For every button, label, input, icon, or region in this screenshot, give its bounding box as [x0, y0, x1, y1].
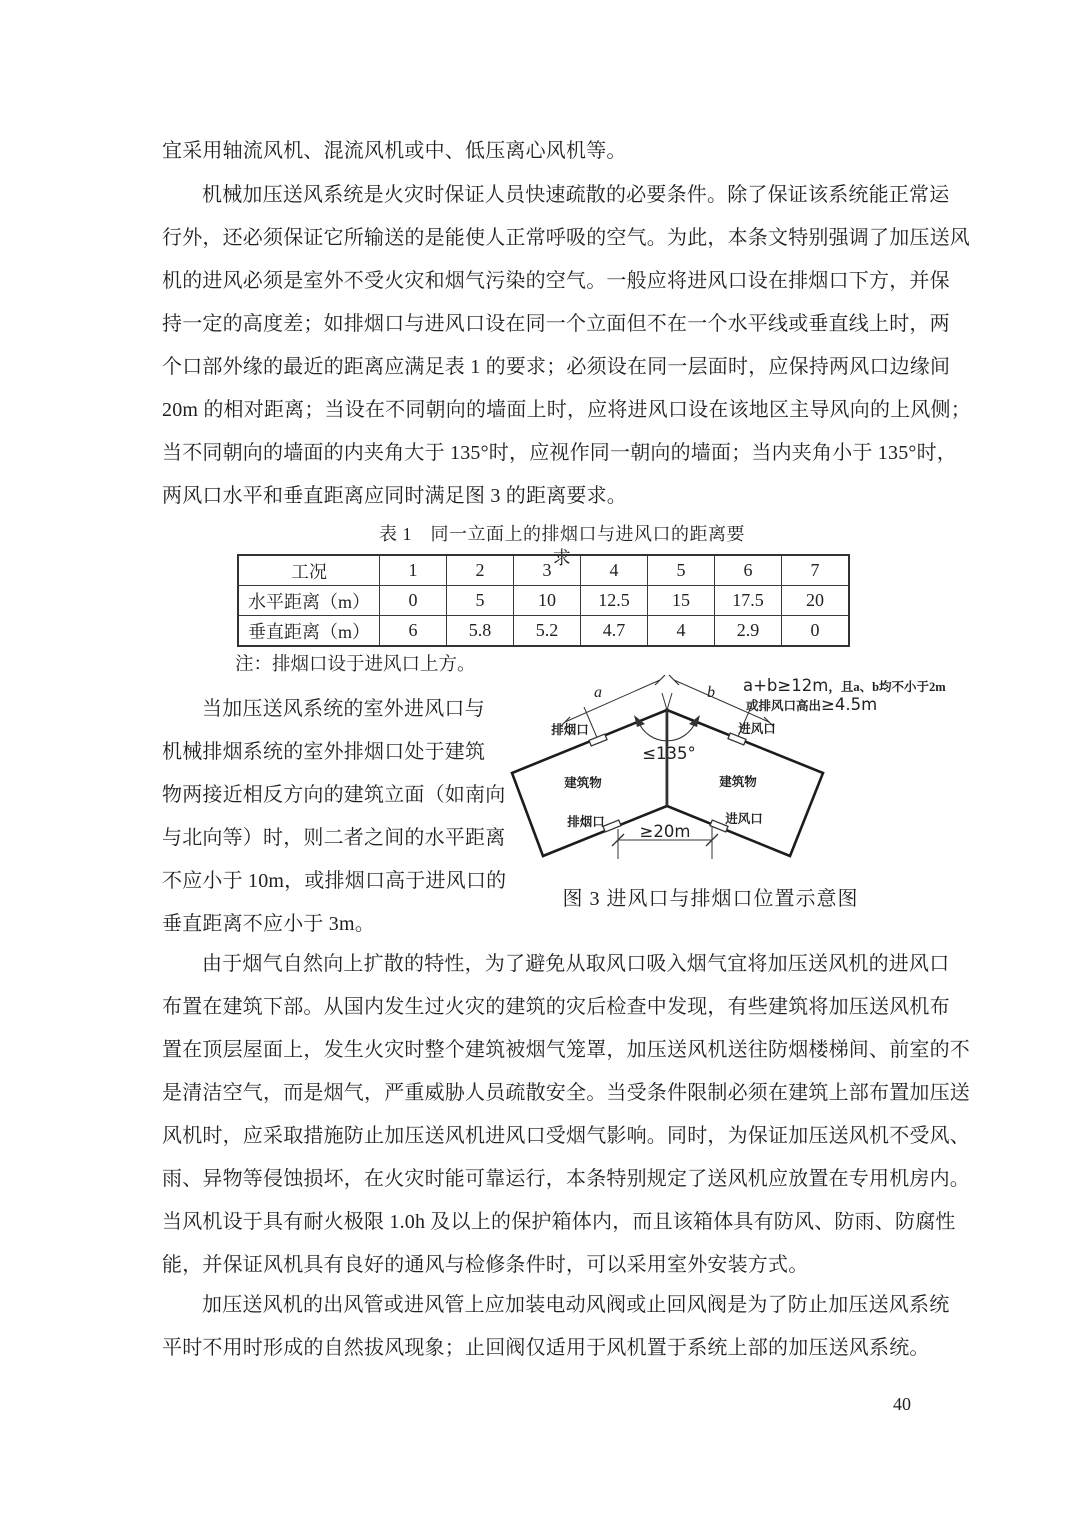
- dim-a-label: a: [594, 684, 602, 701]
- angle-limit-label: ≤135°: [642, 744, 696, 763]
- witness-line-apex: [667, 693, 672, 710]
- table-cell: 4: [581, 555, 648, 586]
- right-building-label: 建筑物: [719, 775, 757, 789]
- table-cell: 5: [447, 586, 514, 616]
- table-row: [238, 555, 849, 586]
- text-line: 个口部外缘的最近的距离应满足表 1 的要求；必须设在同一层面时，应保持两风口边缘间: [162, 356, 951, 378]
- text-line: 当加压送风系统的室外进风口与: [202, 698, 485, 720]
- table-cell: 12.5: [581, 586, 648, 616]
- paragraph-valves: [162, 1284, 950, 1370]
- table-cell: 15: [648, 586, 715, 616]
- text-line: 平时不用时形成的自然拔风现象；止回阀仅适用于风机置于系统上部的加压送风系统。: [162, 1337, 930, 1359]
- text-line: 持一定的高度差；如排烟口与进风口设在同一个立面但不在一个水平线或垂直线上时，两: [162, 313, 950, 335]
- figure-3-diagram: [505, 663, 965, 879]
- table-cell: 7: [782, 555, 850, 586]
- paragraph-outdoor-openings: [162, 688, 517, 946]
- paragraph-smoke-diffusion: [162, 943, 970, 1287]
- left-building-label: 建筑物: [564, 776, 602, 790]
- table-header-cell: 工况: [238, 555, 380, 586]
- table-cell: 3: [514, 555, 581, 586]
- upper-air-inlet-label: 进风口: [738, 722, 776, 736]
- table-cell: 0: [380, 586, 447, 616]
- paragraph-pressurized-air: [162, 174, 971, 518]
- dim-tick: [669, 675, 679, 685]
- witness-line-apex: [662, 693, 667, 710]
- dim-tick: [655, 675, 665, 685]
- text-line: 行外，还必须保证它所输送的是能使人正常呼吸的空气。为此，本条文特别强调了加压送风: [162, 227, 970, 249]
- table-cell: 1: [380, 555, 447, 586]
- paragraph-continuation: [162, 130, 627, 173]
- text-line: 宜采用轴流风机、混流风机或中、低压离心风机等。: [162, 140, 627, 162]
- lower-air-inlet-label: 进风口: [725, 812, 763, 826]
- text-line: 垂直距离不应小于 3m。: [162, 913, 375, 935]
- table-cell: 2: [447, 555, 514, 586]
- vent-position-diagram: [505, 663, 965, 879]
- table-note: 注：排烟口设于进风口上方。: [235, 655, 476, 675]
- text-line: 机械排烟系统的室外排烟口处于建筑: [162, 741, 486, 763]
- text-line: 风机时，应采取措施防止加压送风机进风口受烟气影响。同时，为保证加压送风机不受风、: [162, 1125, 970, 1147]
- table-cell: 17.5: [715, 586, 782, 616]
- table-cell: 2.9: [715, 616, 782, 647]
- min-distance-label: ≥20m: [639, 822, 691, 841]
- table-row: [238, 586, 849, 616]
- annotation-line-2: 或排风口高出≥4.5m: [746, 695, 878, 714]
- text-line: 机的进风必须是室外不受火灾和烟气污染的空气。一般应将进风口设在排烟口下方，并保: [162, 270, 950, 292]
- text-line: 20m 的相对距离；当设在不同朝向的墙面上时，应将进风口设在该地区主导风向的上风侧；: [162, 399, 971, 421]
- text-line: 当不同朝向的墙面的内夹角大于 135°时，应视作同一朝向的墙面；当内夹角小于 135°时，: [162, 442, 957, 464]
- table-row: [238, 616, 849, 647]
- table-cell: 5: [648, 555, 715, 586]
- table-cell: 6: [380, 616, 447, 647]
- text-line: 置在顶层屋面上，发生火灾时整个建筑被烟气笼罩，加压送风机送往防烟楼梯间、前室的不: [162, 1039, 970, 1061]
- text-line: 布置在建筑下部。从国内发生过火灾的建筑的灾后检查中发现，有些建筑将加压送风机布: [162, 996, 950, 1018]
- table-cell: 0: [782, 616, 850, 647]
- table-title: 表 1 同一立面上的排烟口与进风口的距离要求: [379, 524, 745, 568]
- dim-b-label: b: [707, 684, 715, 701]
- annotation-line-1: a+b≥12m，且a、b均不小于2m: [743, 676, 946, 695]
- text-line: 雨、异物等侵蚀损坏，在火灾时能可靠运行，本条特别规定了送风机应放置在专用机房内。: [162, 1168, 970, 1190]
- table-cell: 20: [782, 586, 850, 616]
- dim-line-a: [565, 680, 660, 722]
- upper-smoke-outlet-label: 排烟口: [551, 723, 589, 737]
- text-line: 与北向等）时，则二者之间的水平距离: [162, 827, 506, 849]
- text-line: 两风口水平和垂直距离应同时满足图 3 的距离要求。: [162, 485, 627, 507]
- figure-caption: 图 3 进风口与排烟口位置示意图: [562, 888, 859, 910]
- text-line: 不应小于 10m，或排烟口高于进风口的: [162, 870, 507, 892]
- text-line: 由于烟气自然向上扩散的特性，为了避免从取风口吸入烟气宜将加压送风机的进风口: [202, 953, 950, 975]
- text-line: 是清洁空气，而是烟气，严重威胁人员疏散安全。当受条件限制必须在建筑上部布置加压送: [162, 1082, 970, 1104]
- row-label-cell: 垂直距离（m）: [238, 616, 380, 647]
- text-line: 当风机设于具有耐火极限 1.0h 及以上的保护箱体内，而且该箱体具有防风、防雨、防腐性: [162, 1211, 956, 1233]
- table-cell: 6: [715, 555, 782, 586]
- text-line: 加压送风机的出风管或进风管上应加装电动风阀或止回风阀是为了防止加压送风系统: [202, 1294, 950, 1316]
- text-line: 机械加压送风系统是火灾时保证人员快速疏散的必要条件。除了保证该系统能正常运: [202, 184, 950, 206]
- table-cell: 4: [648, 616, 715, 647]
- table-cell: 10: [514, 586, 581, 616]
- page-number: 40: [893, 1394, 911, 1414]
- table-cell: 4.7: [581, 616, 648, 647]
- text-line: 物两接近相反方向的建筑立面（如南向: [162, 784, 506, 806]
- lower-smoke-outlet-label: 排烟口: [567, 815, 605, 829]
- text-line: 能，并保证风机具有良好的通风与检修条件时，可以采用室外安装方式。: [162, 1254, 809, 1276]
- table-cell: 5.2: [514, 616, 581, 647]
- row-label-cell: 水平距离（m）: [238, 586, 380, 616]
- distance-requirements-table: [237, 554, 850, 647]
- table-cell: 5.8: [447, 616, 514, 647]
